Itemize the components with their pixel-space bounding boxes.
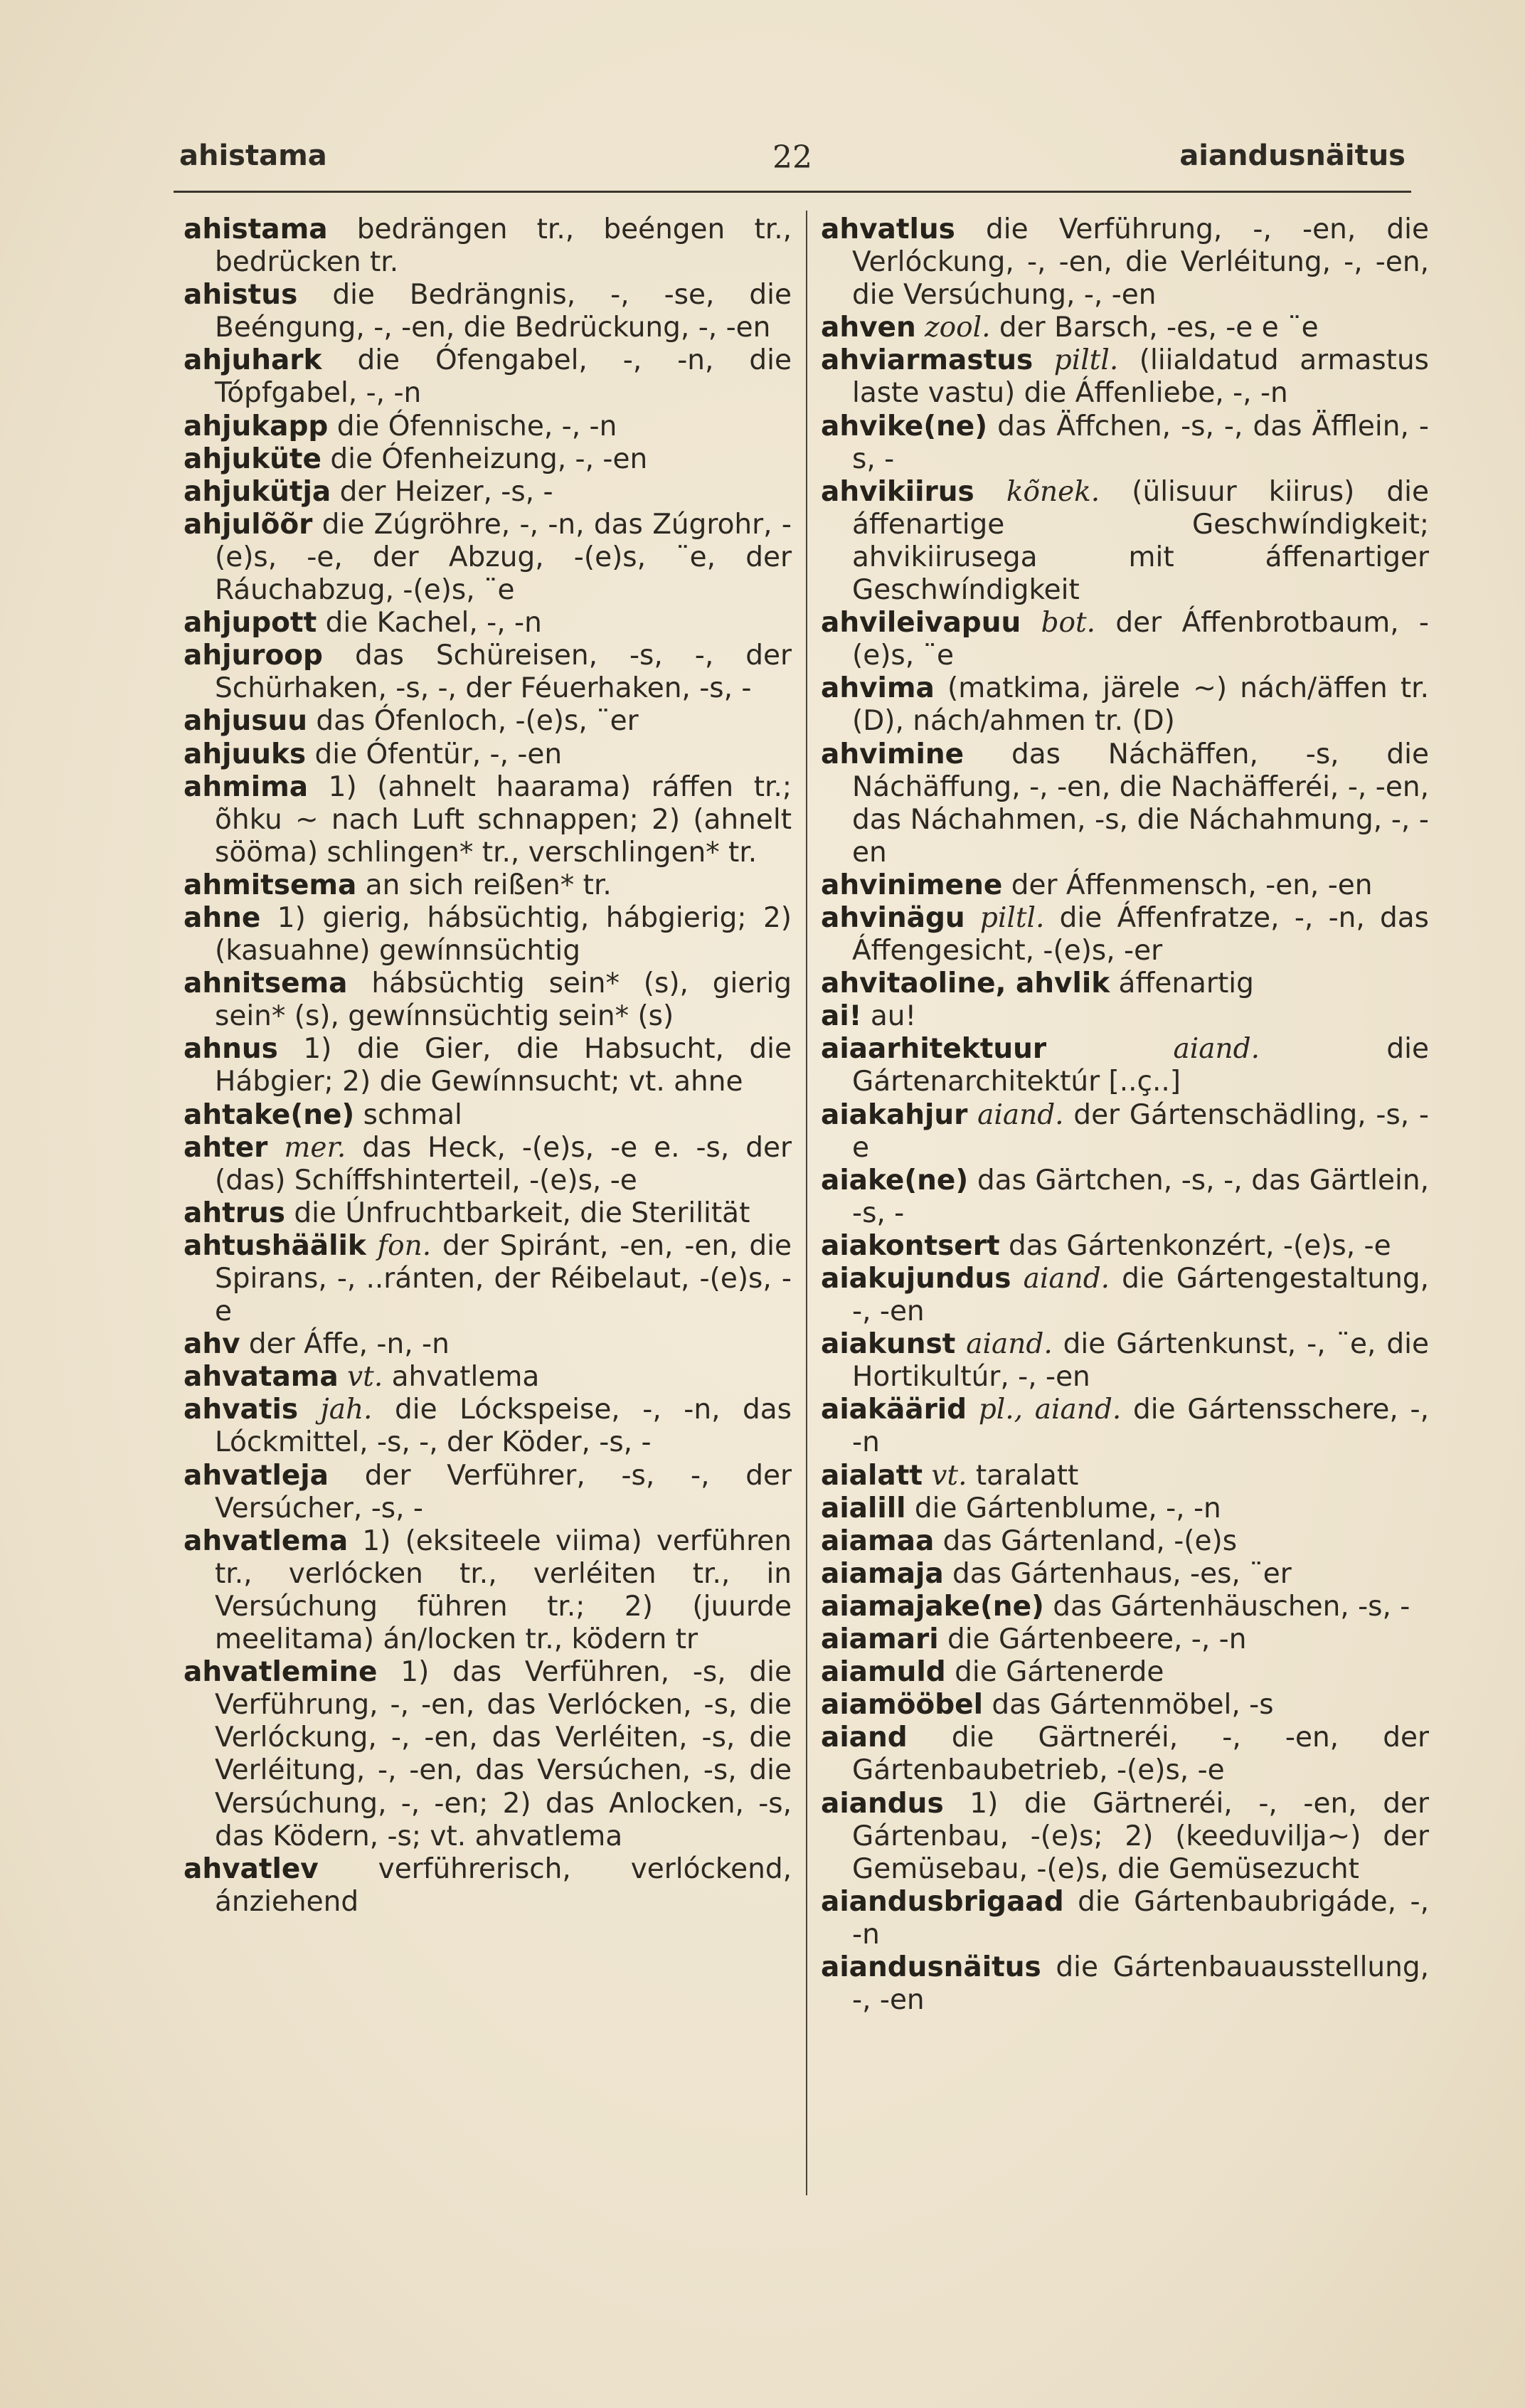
entry-label: vt. xyxy=(338,1361,383,1394)
dictionary-entry xyxy=(821,1165,1429,1230)
dictionary-entry xyxy=(821,344,1429,410)
entry-headword: aiamööbel xyxy=(821,1689,983,1722)
entry-headword: ai! xyxy=(821,1000,862,1033)
entry-translation: 1) die Gärtneréi, -, -en, der Gártenbau, -(e)s; 2) (keeduvilja~) der Gemüsebau, -(e)s, die Gemüsezucht xyxy=(852,1787,1429,1885)
dictionary-entry xyxy=(184,476,792,509)
entry-translation: die Gártenkunst, -, ¨e, die Hortikultúr, -, -en xyxy=(852,1328,1429,1394)
dictionary-entry xyxy=(184,1033,792,1098)
entry-headword: ahvima xyxy=(821,672,935,705)
page-number: 22 xyxy=(772,139,812,176)
entry-headword: aiakujundus xyxy=(821,1263,1011,1295)
entry-headword: aiaarhitektuur xyxy=(821,1033,1047,1066)
entry-translation: die Kachel, -, -n xyxy=(317,607,542,640)
entry-headword: ahtrus xyxy=(184,1197,285,1229)
entry-headword: ahvikiirus xyxy=(821,475,974,508)
entry-headword: aiake(ne) xyxy=(821,1164,969,1197)
entry-translation: schmal xyxy=(354,1098,462,1131)
entry-translation: der Verführer, -s, -, der Versúcher, -s, - xyxy=(215,1459,792,1524)
entry-translation: die Únfruchtbarkeit, die Sterilität xyxy=(285,1197,750,1229)
dictionary-entry xyxy=(821,410,1429,476)
dictionary-entry xyxy=(184,607,792,640)
dictionary-entry xyxy=(821,476,1429,607)
dictionary-entry xyxy=(821,1394,1429,1459)
entry-translation: das Gártenland, -(e)s xyxy=(934,1524,1238,1557)
dictionary-entry xyxy=(184,509,792,607)
entry-headword: aiandusbrigaad xyxy=(821,1885,1064,1918)
entry-translation: das Gártenhaus, -es, ¨er xyxy=(943,1557,1292,1590)
dictionary-entry xyxy=(184,705,792,738)
entry-translation: das Heck, -(e)s, -e e. -s, der (das) Schíffshinterteil, -(e)s, -e xyxy=(215,1131,792,1197)
entry-label: aiand. xyxy=(1011,1263,1110,1295)
dictionary-entry xyxy=(821,672,1429,738)
entry-headword: aialill xyxy=(821,1492,906,1524)
dictionary-entry xyxy=(821,1656,1429,1689)
entry-headword: ahvatleja xyxy=(184,1459,329,1492)
entry-translation: die Gártenbauausstellung, -, -en xyxy=(852,1951,1429,2017)
entry-translation: (matkima, järele ~) nách/äffen tr. (D), nách/ahmen tr. (D) xyxy=(852,672,1429,738)
entry-headword: aiandus xyxy=(821,1787,944,1820)
entry-headword: ahjusuu xyxy=(184,705,307,738)
entry-translation: die Gártensschere, -, -n xyxy=(852,1394,1430,1459)
right-column xyxy=(821,213,1429,2017)
entry-label: jah. xyxy=(298,1394,373,1426)
entry-headword: aiamaa xyxy=(821,1524,935,1557)
entry-headword: aiamuld xyxy=(821,1656,946,1689)
entry-translation: die Bedrängnis, -, -se, die Beéngung, -, -en, die Bedrückung, -, -en xyxy=(215,279,792,344)
dictionary-entry xyxy=(184,1230,792,1328)
dictionary-entry xyxy=(821,1591,1429,1623)
dictionary-entry xyxy=(821,1558,1429,1591)
dictionary-entry xyxy=(184,1099,792,1132)
entry-headword: ahvatis xyxy=(184,1394,299,1426)
entry-translation: die Zúgröhre, -, -n, das Zúgrohr, -(e)s, -e, der Abzug, -(e)s, ¨e, der Ráuchabzug, -(e)s, ¨e xyxy=(215,508,792,607)
entry-headword: ahjulõõr xyxy=(184,508,313,541)
dictionary-entry xyxy=(821,902,1429,967)
dictionary-entry xyxy=(184,771,792,869)
entry-translation: die Gärtneréi, -, -en, der Gártenbaubetrieb, -(e)s, -e xyxy=(852,1722,1429,1787)
dictionary-entry xyxy=(821,1788,1429,1886)
dictionary-entry xyxy=(821,1689,1429,1722)
dictionary-entry xyxy=(821,1492,1429,1525)
running-head xyxy=(179,139,1406,182)
right-guide-word: aiandusnäitus xyxy=(1179,139,1406,172)
dictionary-entry xyxy=(821,1886,1429,1951)
dictionary-entry xyxy=(821,1525,1429,1558)
entry-headword: aiakahjur xyxy=(821,1098,968,1131)
entry-translation: verführerisch, verlóckend, ánziehend xyxy=(215,1852,792,1918)
entry-headword: ahvatlemine xyxy=(184,1656,378,1689)
entry-translation: die Gártenbeere, -, -n xyxy=(938,1623,1247,1656)
entry-translation: die Ófentür, -, -en xyxy=(306,738,563,770)
entry-translation: 1) (ahnelt haarama) ráffen tr.; õhku ~ nach Luft schnappen; 2) (ahnelt sööma) schlingen* tr., verschlingen* tr. xyxy=(215,770,792,869)
entry-translation: die Ófennische, -, -n xyxy=(328,410,617,442)
entry-headword: ahvatlus xyxy=(821,213,955,245)
entry-translation: 1) gierig, hábsüchtig, hábgierig; 2) (kasuahne) gewínnsüchtig xyxy=(215,901,792,967)
entry-headword: ahnus xyxy=(184,1033,278,1066)
dictionary-entry xyxy=(821,1623,1429,1656)
entry-translation: 1) (eksiteele viima) verführen tr., verlócken tr., verléiten tr., in Versúchung führen tr.; 2) (juurde meelitama) án/locken tr., ködern tr xyxy=(215,1524,792,1656)
column-divider xyxy=(806,211,807,2195)
entry-label: piltl. xyxy=(965,901,1045,934)
dictionary-entry xyxy=(184,410,792,443)
dictionary-entry xyxy=(821,869,1429,902)
entry-translation: der Áffe, -n, -n xyxy=(240,1328,450,1361)
entry-headword: ahjuuks xyxy=(184,738,307,770)
entry-headword: ahvatama xyxy=(184,1361,339,1394)
entry-label: piltl. xyxy=(1033,344,1119,377)
entry-label: fon. xyxy=(366,1229,432,1262)
dictionary-entry xyxy=(184,1853,792,1919)
entry-label: vt. xyxy=(922,1459,967,1492)
entry-headword: ahvimine xyxy=(821,738,965,770)
entry-translation: die Gártengestaltung, -, -en xyxy=(852,1263,1429,1328)
entry-headword: ahistama xyxy=(184,213,328,245)
entry-translation: die Verführung, -, -en, die Verlóckung, -, -en, die Verléitung, -, -en, die Versúchung, -, -en xyxy=(852,213,1429,312)
entry-translation: die Gártenerde xyxy=(945,1656,1164,1689)
dictionary-entry xyxy=(821,1328,1429,1394)
entry-translation: die Gártenarchitektúr [..ç..] xyxy=(852,1033,1429,1098)
entry-headword: ahvatlev xyxy=(184,1852,319,1885)
entry-translation: (liialdatud armastus laste vastu) die Áffenliebe, -, -n xyxy=(852,344,1429,410)
entry-label: kõnek. xyxy=(974,475,1100,508)
dictionary-entry xyxy=(184,1361,792,1394)
entry-translation: der Gártenschädling, -s, -e xyxy=(852,1098,1429,1164)
entry-label: pl., aiand. xyxy=(967,1394,1122,1426)
dictionary-entry xyxy=(821,1230,1429,1263)
dictionary-entry xyxy=(821,1033,1429,1098)
entry-headword: ahistus xyxy=(184,279,298,312)
dictionary-entry xyxy=(821,1263,1429,1328)
entry-translation: die Áffenfratze, -, -n, das Áffengesicht, -(e)s, -er xyxy=(852,901,1430,967)
entry-translation: die Gártenbaubrigáde, -, -n xyxy=(852,1885,1429,1951)
entry-headword: ahvatlema xyxy=(184,1524,349,1557)
dictionary-entry xyxy=(184,1394,792,1459)
header-rule xyxy=(174,191,1411,193)
entry-translation: die Ófengabel, -, -n, die Tópfgabel, -, -n xyxy=(215,344,792,410)
dictionary-entry xyxy=(184,1525,792,1656)
left-column xyxy=(184,213,792,1919)
dictionary-entry xyxy=(821,1722,1429,1787)
dictionary-entry xyxy=(184,213,792,279)
entry-headword: ahtushäälik xyxy=(184,1229,366,1262)
dictionary-entry xyxy=(184,1328,792,1361)
entry-label: bot. xyxy=(1021,607,1096,640)
entry-headword: ahvitaoline, ahvlik xyxy=(821,967,1110,1000)
entry-headword: ahviarmastus xyxy=(821,344,1034,377)
dictionary-entry xyxy=(821,738,1429,869)
dictionary-entry xyxy=(184,443,792,476)
entry-translation: das Gártenmöbel, -s xyxy=(982,1689,1274,1722)
entry-headword: ahjukapp xyxy=(184,410,329,442)
entry-headword: ahjukütja xyxy=(184,475,331,508)
dictionary-entry xyxy=(184,1656,792,1853)
dictionary-entry xyxy=(821,967,1429,1000)
entry-translation: das Gártenkonzért, -(e)s, -e xyxy=(999,1229,1391,1262)
entry-translation: das Gärtchen, -s, -, das Gärtlein, -s, - xyxy=(852,1164,1429,1229)
entry-translation: 1) die Gier, die Habsucht, die Hábgier; 2) die Gewínnsucht; vt. ahne xyxy=(215,1033,792,1098)
entry-headword: aiamajake(ne) xyxy=(821,1590,1044,1623)
dictionary-entry xyxy=(184,640,792,705)
entry-headword: ahjupott xyxy=(184,607,317,640)
entry-translation: die Lóckspeise, -, -n, das Lóckmittel, -s, -, der Köder, -s, - xyxy=(215,1394,792,1459)
entry-headword: ahv xyxy=(184,1328,240,1361)
entry-headword: ahne xyxy=(184,901,261,934)
dictionary-entry xyxy=(821,1460,1429,1492)
entry-headword: ahter xyxy=(184,1131,268,1164)
entry-translation: (ülisuur kiirus) die áffenartige Geschwíndigkeit; ahvikiirusega mit áffenartiger Geschwíndigkeit xyxy=(852,475,1429,607)
entry-label: aiand. xyxy=(967,1098,1064,1131)
entry-headword: aiakontsert xyxy=(821,1229,1000,1262)
entry-headword: ahvike(ne) xyxy=(821,410,988,442)
entry-headword: aiamaja xyxy=(821,1557,944,1590)
entry-translation: die Gártenblume, -, -n xyxy=(905,1492,1221,1524)
dictionary-entry xyxy=(821,607,1429,672)
entry-label: aiand. xyxy=(955,1328,1053,1361)
entry-translation: áffenartig xyxy=(1110,967,1254,1000)
entry-label: zool. xyxy=(915,312,991,344)
entry-translation: der Spiránt, -en, -en, die Spirans, -, ..ránten, der Réibelaut, -(e)s, -e xyxy=(215,1229,792,1328)
entry-headword: aiand xyxy=(821,1722,908,1754)
entry-label: aiand. xyxy=(1046,1033,1260,1066)
entry-translation: die Ófenheizung, -, -en xyxy=(322,442,648,475)
dictionary-entry xyxy=(184,1197,792,1230)
entry-headword: ahvinimene xyxy=(821,869,1003,901)
dictionary-entry xyxy=(184,967,792,1033)
entry-translation: der Áffenmensch, -en, -en xyxy=(1002,869,1373,901)
entry-headword: ahmitsema xyxy=(184,869,357,901)
entry-headword: ahven xyxy=(821,312,916,344)
entry-headword: ahjuküte xyxy=(184,442,322,475)
entry-headword: aiamari xyxy=(821,1623,939,1656)
entry-translation: das Náchäffen, -s, die Náchäffung, -, -en, die Nachäfferéi, -, -en, das Náchahmen, -s, die Náchahmung, -, -en xyxy=(852,738,1429,869)
entry-headword: aiandusnäitus xyxy=(821,1951,1041,1983)
dictionary-entry xyxy=(184,344,792,410)
dictionary-entry xyxy=(821,213,1429,312)
entry-translation: taralatt xyxy=(967,1459,1079,1492)
entry-translation: das Äffchen, -s, -, das Äfflein, -s, - xyxy=(852,410,1429,475)
dictionary-entry xyxy=(821,312,1429,344)
entry-headword: ahjuhark xyxy=(184,344,322,377)
entry-translation: 1) das Verführen, -s, die Verführung, -, -en, das Verlócken, -s, die Verlóckung, -, -en, das Verléiten, -s, die Verléitung, -, -en, das Versúchen, -s, die Versúchung, -, -en; 2) das Anlocken, -s, das Ködern, -s; vt. ahvatlema xyxy=(215,1656,792,1852)
dictionary-entry xyxy=(184,1132,792,1197)
entry-translation: das Gártenhäuschen, -s, - xyxy=(1043,1590,1410,1623)
entry-headword: aiakunst xyxy=(821,1328,956,1361)
entry-translation: au! xyxy=(861,1000,917,1033)
entry-headword: ahtake(ne) xyxy=(184,1098,355,1131)
entry-translation: der Áffenbrotbaum, -(e)s, ¨e xyxy=(852,607,1430,672)
dictionary-entry xyxy=(821,1000,1429,1033)
entry-label: mer. xyxy=(267,1131,346,1164)
dictionary-entry xyxy=(184,1460,792,1525)
entry-translation: bedrängen tr., beéngen tr., bedrücken tr. xyxy=(215,213,792,279)
dictionary-entry xyxy=(184,902,792,967)
entry-translation: der Barsch, -es, -e e ¨e xyxy=(990,312,1319,344)
entry-translation: ahvatlema xyxy=(383,1361,540,1394)
entry-translation: das Schüreisen, -s, -, der Schürhaken, -s, -, der Féuerhaken, -s, - xyxy=(215,640,792,705)
dictionary-entry xyxy=(821,1951,1429,2017)
entry-headword: ahjuroop xyxy=(184,640,323,672)
entry-translation: der Heizer, -s, - xyxy=(331,475,553,508)
entry-headword: ahnitsema xyxy=(184,967,348,1000)
entry-translation: das Ófenloch, -(e)s, ¨er xyxy=(307,705,639,738)
entry-headword: ahvileivapuu xyxy=(821,607,1021,640)
entry-translation: hábsüchtig sein* (s), gierig sein* (s), gewínnsüchtig sein* (s) xyxy=(215,967,792,1033)
entry-headword: ahvinägu xyxy=(821,901,965,934)
entry-headword: aiakäärid xyxy=(821,1394,967,1426)
dictionary-entry xyxy=(184,869,792,902)
entry-headword: ahmima xyxy=(184,770,309,803)
entry-translation: an sich reißen* tr. xyxy=(356,869,612,901)
dictionary-entry xyxy=(184,279,792,344)
left-guide-word: ahistama xyxy=(179,139,327,172)
dictionary-entry xyxy=(821,1099,1429,1165)
entry-headword: aialatt xyxy=(821,1459,923,1492)
dictionary-entry xyxy=(184,738,792,771)
